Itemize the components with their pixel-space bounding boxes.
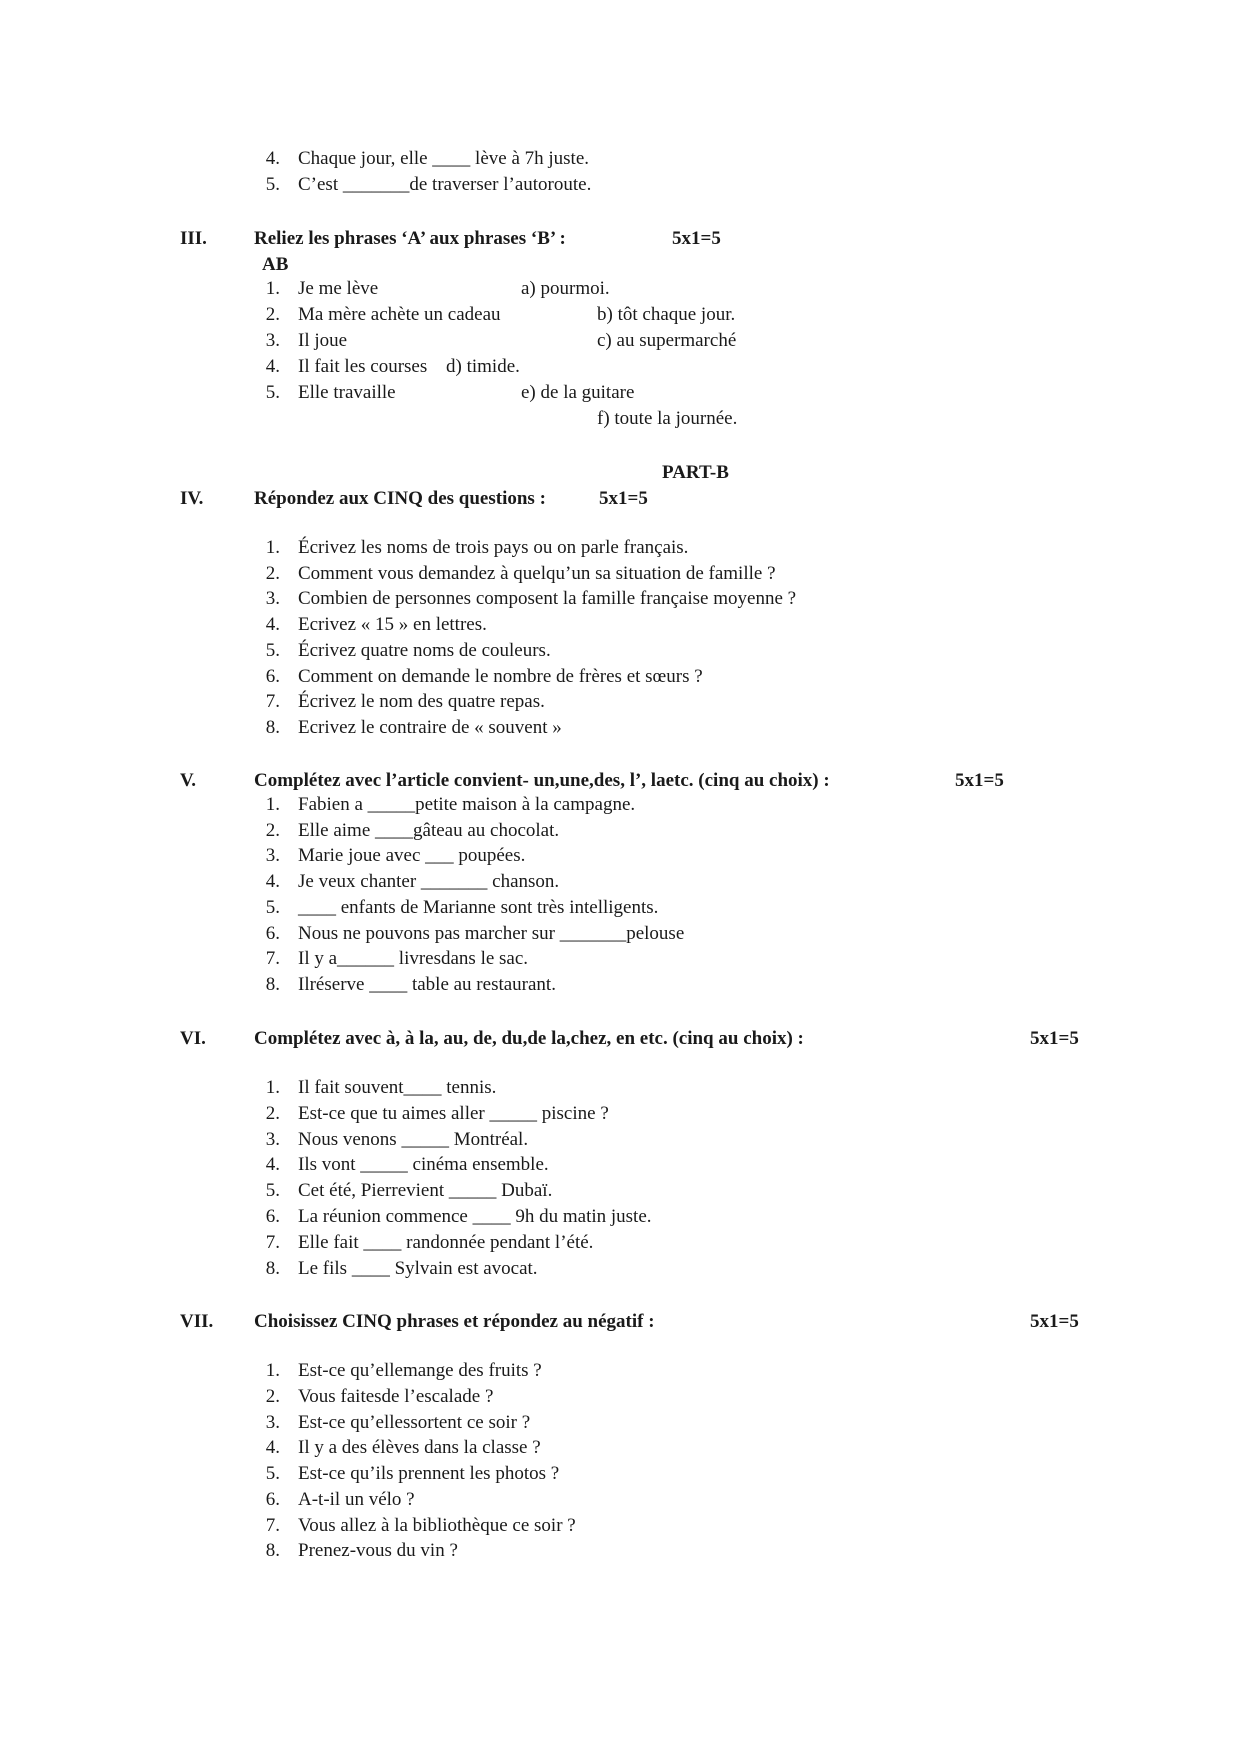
item-text: Il y a des élèves dans la classe ? bbox=[298, 1437, 541, 1458]
item-text: A-t-il un vélo ? bbox=[298, 1489, 415, 1510]
list-item bbox=[262, 1180, 1162, 1206]
list-item bbox=[262, 640, 1162, 666]
column-a-text: Je me lève bbox=[298, 278, 379, 299]
item-number: 6. bbox=[265, 1489, 280, 1510]
item-number: 6. bbox=[265, 666, 280, 687]
section-number: III. bbox=[180, 228, 207, 249]
item-number: 1. bbox=[265, 794, 280, 815]
item-text: Le fils ____ Sylvain est avocat. bbox=[298, 1258, 538, 1279]
item-text: Comment vous demandez à quelqu’un sa situation de famille ? bbox=[298, 563, 776, 584]
section-number: V. bbox=[180, 770, 197, 791]
item-number: 2. bbox=[265, 820, 280, 841]
list-item bbox=[262, 1232, 1162, 1258]
item-text: Je veux chanter _______ chanson. bbox=[298, 871, 560, 892]
list-item bbox=[262, 1077, 1162, 1103]
item-text: Il y a______ livresdans le sac. bbox=[298, 948, 529, 969]
item-number: 5. bbox=[265, 1180, 280, 1201]
item-number: 8. bbox=[265, 1540, 280, 1561]
matching-row bbox=[262, 356, 1162, 382]
section-title: Reliez les phrases ‘A’ aux phrases ‘B’ : bbox=[254, 228, 566, 249]
section-title: Complétez avec l’article convient- un,une,des, l’, laetc. (cinq au choix) : bbox=[254, 770, 830, 791]
list-item bbox=[262, 923, 1162, 949]
item-text: Nous venons _____ Montréal. bbox=[298, 1129, 529, 1150]
list-item bbox=[262, 1437, 1162, 1463]
item-number: 7. bbox=[265, 691, 280, 712]
item-text: Est-ce qu’ils prennent les photos ? bbox=[298, 1463, 560, 1484]
column-a-text: Elle travaille bbox=[298, 382, 396, 403]
item-text: Est-ce qu’ellessortent ce soir ? bbox=[298, 1412, 531, 1433]
list-item bbox=[262, 666, 1162, 692]
item-text: Ils vont _____ cinéma ensemble. bbox=[298, 1154, 549, 1175]
item-number: 5. bbox=[265, 897, 280, 918]
section-title: Complétez avec à, à la, au, de, du,de la,chez, en etc. (cinq au choix) : bbox=[254, 1028, 804, 1049]
list-item bbox=[262, 1103, 1162, 1129]
item-number: 7. bbox=[265, 1232, 280, 1253]
item-text: Écrivez quatre noms de couleurs. bbox=[298, 640, 551, 661]
item-text: Marie joue avec ___ poupées. bbox=[298, 845, 526, 866]
list-item bbox=[262, 1258, 1162, 1284]
item-text: Elle fait ____ randonnée pendant l’été. bbox=[298, 1232, 594, 1253]
item-number: 5. bbox=[265, 174, 280, 195]
list-item bbox=[262, 794, 1162, 820]
item-text: La réunion commence ____ 9h du matin juste. bbox=[298, 1206, 652, 1227]
item-number: 2. bbox=[265, 1386, 280, 1407]
item-number: 5. bbox=[265, 382, 280, 403]
item-number: 1. bbox=[265, 278, 280, 299]
column-a-text: Il joue bbox=[298, 330, 348, 351]
item-number: 3. bbox=[265, 1129, 280, 1150]
item-text: Combien de personnes composent la famille française moyenne ? bbox=[298, 588, 797, 609]
item-number: 4. bbox=[265, 356, 280, 377]
item-number: 3. bbox=[265, 845, 280, 866]
list-item bbox=[262, 1206, 1162, 1232]
item-number: 1. bbox=[265, 537, 280, 558]
part-heading: PART-B bbox=[662, 462, 729, 483]
matching-row bbox=[262, 304, 1162, 330]
matching-row bbox=[262, 408, 1162, 434]
list-item bbox=[262, 974, 1162, 1000]
item-text: Cet été, Pierrevient _____ Dubaï. bbox=[298, 1180, 553, 1201]
item-text: Il fait souvent____ tennis. bbox=[298, 1077, 497, 1098]
list-item bbox=[262, 1463, 1162, 1489]
section-marks: 5x1=5 bbox=[1030, 1311, 1079, 1332]
item-text: Vous faitesde l’escalade ? bbox=[298, 1386, 494, 1407]
list-item bbox=[262, 1540, 1162, 1566]
item-number: 3. bbox=[265, 588, 280, 609]
item-number: 8. bbox=[265, 1258, 280, 1279]
item-text: Ecrivez « 15 » en lettres. bbox=[298, 614, 487, 635]
list-item bbox=[262, 1515, 1162, 1541]
column-b-text: b) tôt chaque jour. bbox=[597, 304, 736, 325]
item-text: Est-ce que tu aimes aller _____ piscine ? bbox=[298, 1103, 609, 1124]
item-number: 1. bbox=[265, 1077, 280, 1098]
item-number: 2. bbox=[265, 563, 280, 584]
list-item bbox=[262, 1386, 1162, 1412]
section-marks: 5x1=5 bbox=[1030, 1028, 1079, 1049]
item-text: Elle aime ____gâteau au chocolat. bbox=[298, 820, 560, 841]
item-number: 2. bbox=[265, 1103, 280, 1124]
item-number: 4. bbox=[265, 1437, 280, 1458]
column-b-text: a) pourmoi. bbox=[521, 278, 610, 299]
section-title: Choisissez CINQ phrases et répondez au négatif : bbox=[254, 1311, 655, 1332]
section-number: VI. bbox=[180, 1028, 206, 1049]
item-number: 4. bbox=[265, 871, 280, 892]
item-number: 3. bbox=[265, 1412, 280, 1433]
list-item bbox=[262, 537, 1162, 563]
section-number: VII. bbox=[180, 1311, 214, 1332]
item-text: Écrivez le nom des quatre repas. bbox=[298, 691, 545, 712]
section-marks: 5x1=5 bbox=[955, 770, 1004, 791]
list-item bbox=[262, 614, 1162, 640]
item-text: ____ enfants de Marianne sont très intelligents. bbox=[298, 897, 659, 918]
list-item bbox=[262, 1489, 1162, 1515]
column-b-text: e) de la guitare bbox=[521, 382, 635, 403]
section-marks: 5x1=5 bbox=[672, 228, 721, 249]
section-number: IV. bbox=[180, 488, 204, 509]
list-item bbox=[262, 174, 1162, 200]
list-item bbox=[262, 820, 1162, 846]
item-number: 5. bbox=[265, 1463, 280, 1484]
matching-row bbox=[262, 330, 1162, 356]
item-text: Nous ne pouvons pas marcher sur _______pelouse bbox=[298, 923, 685, 944]
item-text: Ecrivez le contraire de « souvent » bbox=[298, 717, 562, 738]
list-item bbox=[262, 1129, 1162, 1155]
matching-row bbox=[262, 278, 1162, 304]
list-item bbox=[262, 588, 1162, 614]
item-text: C’est _______de traverser l’autoroute. bbox=[298, 174, 592, 195]
matching-row bbox=[262, 382, 1162, 408]
list-item bbox=[262, 691, 1162, 717]
item-text: Comment on demande le nombre de frères et sœurs ? bbox=[298, 666, 703, 687]
item-number: 7. bbox=[265, 948, 280, 969]
item-text: Prenez-vous du vin ? bbox=[298, 1540, 458, 1561]
list-item bbox=[262, 871, 1162, 897]
list-item bbox=[262, 717, 1162, 743]
item-text: Fabien a _____petite maison à la campagne. bbox=[298, 794, 636, 815]
item-number: 8. bbox=[265, 974, 280, 995]
list-item bbox=[262, 1360, 1162, 1386]
list-item bbox=[262, 148, 1162, 174]
item-number: 4. bbox=[265, 614, 280, 635]
list-item bbox=[262, 897, 1162, 923]
column-b-text: f) toute la journée. bbox=[597, 408, 738, 429]
list-item bbox=[262, 1154, 1162, 1180]
item-text: Écrivez les noms de trois pays ou on parle français. bbox=[298, 537, 689, 558]
column-header: AB bbox=[262, 254, 289, 275]
list-item bbox=[262, 563, 1162, 589]
item-number: 3. bbox=[265, 330, 280, 351]
section-marks: 5x1=5 bbox=[599, 488, 648, 509]
item-text: Ilréserve ____ table au restaurant. bbox=[298, 974, 556, 995]
item-number: 8. bbox=[265, 717, 280, 738]
column-b-text: c) au supermarché bbox=[597, 330, 737, 351]
item-number: 7. bbox=[265, 1515, 280, 1536]
column-a-text: Ma mère achète un cadeau bbox=[298, 304, 501, 325]
item-number: 2. bbox=[265, 304, 280, 325]
section-title: Répondez aux CINQ des questions : bbox=[254, 488, 546, 509]
item-number: 6. bbox=[265, 1206, 280, 1227]
list-item bbox=[262, 1412, 1162, 1438]
column-b-text: d) timide. bbox=[446, 356, 520, 377]
column-a-text: Il fait les courses bbox=[298, 356, 428, 377]
item-number: 6. bbox=[265, 923, 280, 944]
item-number: 4. bbox=[265, 1154, 280, 1175]
item-number: 1. bbox=[265, 1360, 280, 1381]
item-number: 5. bbox=[265, 640, 280, 661]
item-text: Est-ce qu’ellemange des fruits ? bbox=[298, 1360, 542, 1381]
item-text: Vous allez à la bibliothèque ce soir ? bbox=[298, 1515, 576, 1536]
list-item bbox=[262, 845, 1162, 871]
item-number: 4. bbox=[265, 148, 280, 169]
list-item bbox=[262, 948, 1162, 974]
item-text: Chaque jour, elle ____ lève à 7h juste. bbox=[298, 148, 590, 169]
